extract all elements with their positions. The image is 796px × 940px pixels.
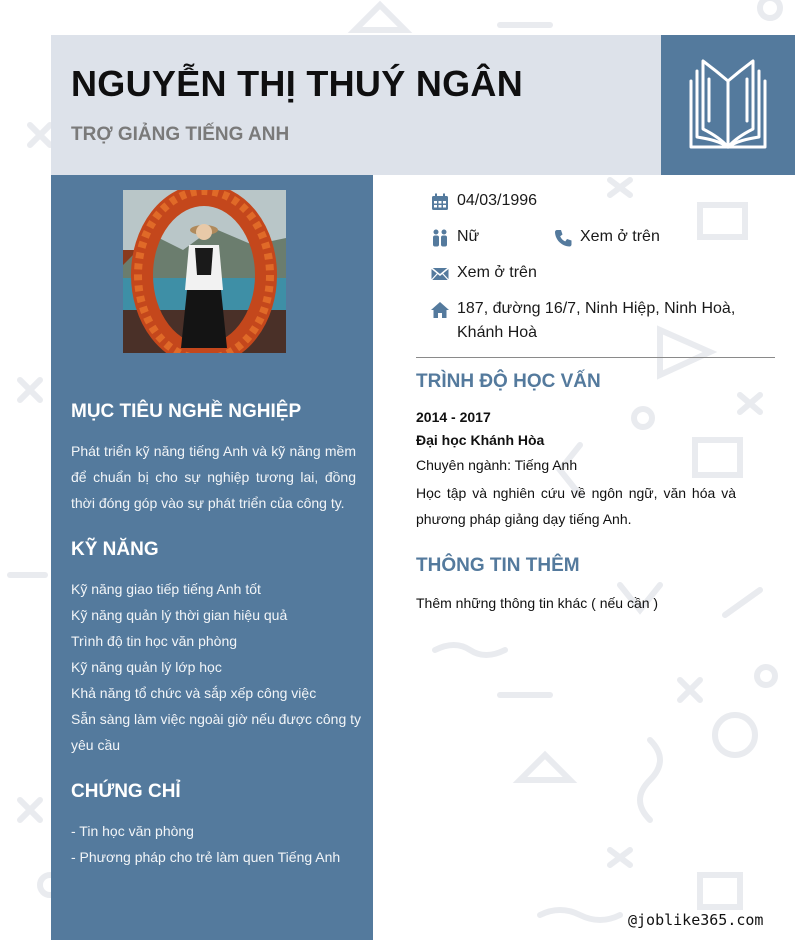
extra-info-heading: THÔNG TIN THÊM — [416, 555, 580, 576]
certificate-item: - Tin học văn phòng — [71, 823, 194, 839]
profile-photo — [123, 190, 286, 353]
certificates-heading: CHỨNG CHỈ — [71, 781, 181, 802]
job-title: TRỢ GIẢNG TIẾNG ANH — [71, 124, 290, 145]
gender-row — [430, 225, 479, 249]
skill-item: Kỹ năng quản lý lớp học — [71, 659, 222, 675]
resume-header — [51, 35, 661, 175]
gender-icon — [430, 228, 450, 248]
skill-item: Kỹ năng quản lý thời gian hiệu quả — [71, 607, 288, 623]
skills-heading: KỸ NĂNG — [71, 539, 159, 560]
open-book-icon — [681, 59, 775, 153]
education-major: Chuyên ngành: Tiếng Anh — [416, 457, 578, 473]
objective-heading: MỤC TIÊU NGHỀ NGHIỆP — [71, 401, 302, 422]
email-value: Xem ở trên — [457, 264, 537, 281]
calendar-icon — [430, 192, 450, 212]
header-icon-box — [661, 35, 795, 175]
objective-text: Phát triển kỹ năng tiếng Anh và kỹ năng mềm để chuẩn bị cho sự nghiệp tương lai, đồng thời đóng góp vào sự phát triển của công ty. — [71, 443, 356, 511]
education-years: 2014 - 2017 — [416, 409, 491, 425]
candidate-name: NGUYỄN THỊ THUÝ NGÂN — [71, 63, 524, 104]
phone-row — [553, 225, 660, 249]
skills-list — [71, 576, 361, 758]
extra-info-text: Thêm những thông tin khác ( nếu cần ) — [416, 595, 659, 611]
birthdate-value: 04/03/1996 — [457, 192, 538, 209]
skill-item: Kỹ năng giao tiếp tiếng Anh tốt — [71, 581, 261, 597]
certificate-item: - Phương pháp cho trẻ làm quen Tiếng Anh — [71, 849, 341, 865]
section-divider — [416, 357, 775, 358]
birthdate-row — [430, 189, 537, 213]
education-school: Đại học Khánh Hòa — [416, 432, 545, 448]
gender-value: Nữ — [457, 228, 480, 245]
skill-item: Khả năng tổ chức và sắp xếp công việc — [71, 685, 317, 701]
email-row — [430, 261, 537, 285]
skill-item: Sẵn sàng làm việc ngoài giờ nếu được công ty yêu cầu — [71, 711, 362, 753]
phone-icon — [553, 228, 573, 248]
sidebar — [51, 175, 373, 940]
skill-item: Trình độ tin học văn phòng — [71, 633, 238, 649]
watermark: @joblike365.com — [628, 911, 764, 929]
address-row — [430, 297, 760, 345]
email-icon — [430, 264, 450, 284]
address-value: 187, đường 16/7, Ninh Hiệp, Ninh Hoà, Khánh Hoà — [457, 300, 736, 341]
certificates-list — [71, 818, 361, 870]
education-heading: TRÌNH ĐỘ HỌC VẤN — [416, 371, 601, 392]
main-content — [416, 175, 776, 875]
phone-value: Xem ở trên — [580, 228, 660, 245]
home-icon — [430, 300, 450, 320]
education-description: Học tập và nghiên cứu về ngôn ngữ, văn hóa và phương pháp giảng dạy tiếng Anh. — [416, 485, 736, 527]
